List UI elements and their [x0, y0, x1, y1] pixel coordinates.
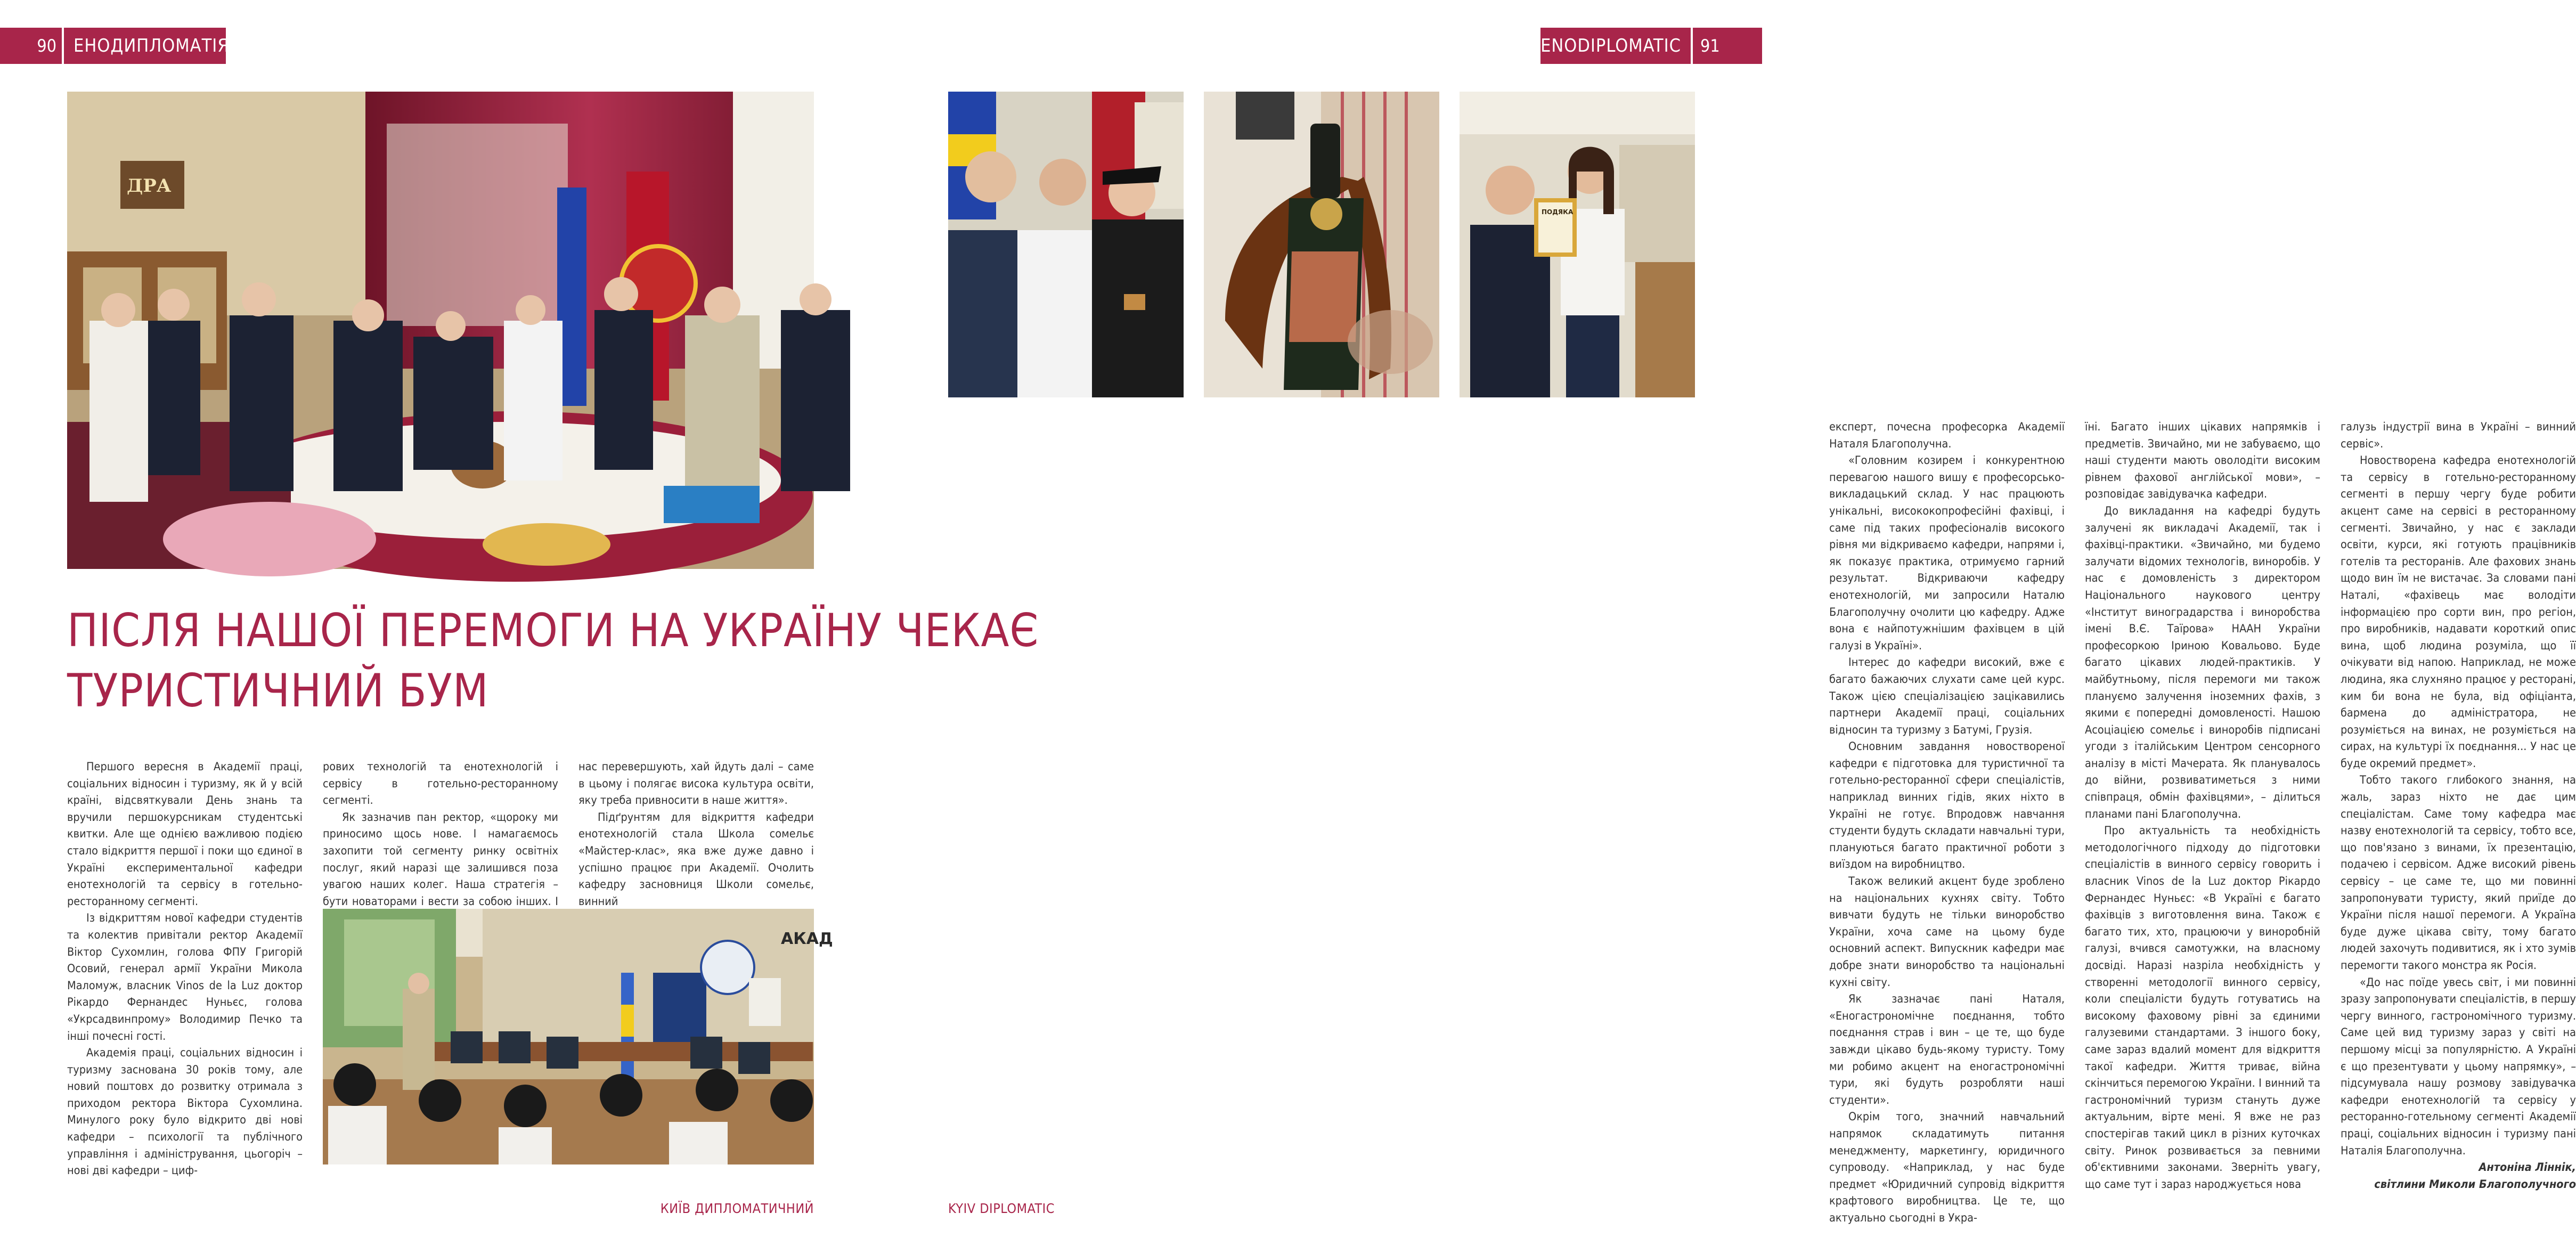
paragraph: Тобто такого глибокого знання, на жаль, зараз ніхто не дає цим спеціалістам. Саме тому кафедра має назву енотехнологій та сервісу, тобто все, що пов'язано з винами, їх презентацію, подачею і сервісом. Адже високий рівень сервісу – це саме те, що ми повинні запропонувати туристу, який приїде до України після нашої перемоги. А Україна буде дуже цікава світу, тому багато людей захочуть подивитися, як і хто зумів перемогти такого монстра як Росія.: [2341, 773, 2576, 972]
article-column-2: [323, 759, 558, 927]
paragraph: експерт, почесна професорка Академії Наталя Благополучна.: [1829, 420, 2065, 451]
hall-sign-text: АКАД: [781, 930, 833, 948]
section-title: ENODIPLOMATIC: [1540, 28, 1691, 64]
article-column-6: [2341, 419, 2576, 1193]
paragraph: галузь індустрії вина в Україні – винний сервіс».: [2341, 420, 2576, 451]
paragraph: нас перевершують, хай йдуть далі – саме в цьому і полягає висока культура освіти, яку треба привносити в наше життя».: [578, 760, 814, 808]
certificate-title: ПОДЯКА: [1542, 208, 1574, 216]
paragraph: Як зазначає пані Наталя, «Еногастрономічне поєднання, тобто поєднання страв і вин – це те, що буде завжди цікаво будь-якому туристу. Тому ми робимо акцент на еногастрономічні тури, які будуть розробляти наші студенти».: [1829, 992, 2065, 1107]
paragraph: Академія праці, соціальних відносин і туризму заснована 30 років тому, але новий поштовх до розвитку отримала з приходом ректора Віктора Сухомлина. Минулого року було відкрито дві нові кафедри – психології та публічного управління і адміністрування, цьогоріч – нові дві кафедри – циф-: [67, 1046, 303, 1178]
article-column-5: [2085, 419, 2320, 1193]
headline-line-2: ТУРИСТИЧНИЙ БУМ: [67, 664, 489, 718]
footer-magazine-name: КИЇВ ДИПЛОМАТИЧНИЙ: [660, 1201, 814, 1216]
paragraph: їні. Багато інших цікавих напрямків і предметів. Звичайно, ми не забуваємо, що наші студенти мають оволодіти високим рівнем фахової англійської мови», – розповідає завідувачка кафедри.: [2085, 420, 2320, 501]
page-number: 91: [1693, 28, 1762, 64]
paragraph: Першого вересня в Академії праці, соціальних відносин і туризму, як й у всій країні, відсвяткували День знань та вручили першокурсникам студентські квитки. Але ще однією важливою подією стало відкриття першої і поки що єдиної в Україні експериментальної кафедри енотехнологій та сервісу в готельно-ресторанному сегменті.: [67, 760, 303, 908]
paragraph: «Головним козирем і конкурентною перевагою нашого вишу є професорсько-викладацький склад. У нас працюють унікальні, висококопрофесійні фахівці, і саме під таких професіоналів високого рівня ми відкриваємо кафедри, напрями і, як показує практика, отримуємо гарний результат. Відкриваючи кафедру енотехнологій, ми запросили Наталю Благополучну очолити цю кафедру. Адже вона є найпотужнішим фахівцем в цій галузі в Україні».: [1829, 454, 2065, 653]
page-header-left: [0, 28, 230, 64]
page-number: 90: [0, 28, 62, 64]
footer-magazine-name: KYIV DIPLOMATIC: [948, 1201, 1055, 1216]
article-headline: [67, 601, 1039, 721]
paragraph: рових технологій та енотехнологій і сервісу в готельно-ресторанному сегменті.: [323, 760, 558, 808]
photo-lecture-hall: [323, 909, 833, 1164]
author-name: Антоніна Ліннік,: [2479, 1161, 2576, 1175]
paragraph: До викладання на кафедрі будуть залучені як викладачі Академії, так і фахівці-практики. «Звичайно, ми будемо залучати відомих технологів, виноробів. У нас є домовленість з директором Національного наукового центру «Інститут виноградарства і виноробства імені В.Є. Таїрова» НААН України професоркою Іриною Ковальово. Буде багато цікавих людей-практиків. У майбутньому, після перемоги ми також плануємо залучення іноземних фахів, з якими є попередні домовленості. Нашою Асоціацією сомельє і виноробів підписані угоди з італійським Центром сенсорного аналізу в місті Мачерата. Як планувалось до війни, розвиватиметься з ними співпраця, обмін фахівцями», – ділиться планами пані Благополучна.: [2085, 504, 2320, 821]
paragraph: Підґрунтям для відкриття кафедри енотехнологій стала Школа сомельє «Майстер-клас», яка вже дуже давно і успішно працює при Академії. Очолить кафедру засновниця Школи сомельє, винний: [578, 810, 814, 908]
wall-sign-text: ДРА: [127, 175, 172, 197]
page-header-right: [1540, 28, 1762, 64]
paragraph: Як зазначив пан ректор, «щороку ми приносимо щось нове. І намагаємось захопити той сегменту ринку освітніх послуг, який наразі ще залишився поза увагою наших колег. Наша стратегія – бути новаторами і вести за собою інших. І: [323, 810, 558, 908]
paragraph: Також великий акцент буде зроблено на національних кухнях світу. Тобто вивчати будуть не тільки виноробство України, хоча саме на цьому буде основний аспект. Випускник кафедри має добре знати виноробство та національні кухні світу.: [1829, 875, 2065, 989]
paragraph: Інтерес до кафедри високий, вже є багато бажаючих слухати саме цей курс. Також цією спеціалізацією зацікавились партнери Академії праці, соціальних відносин та туризму з Батумі, Грузія.: [1829, 656, 2065, 737]
photo-group-portrait: [948, 92, 1184, 397]
paragraph: Із відкриттям нової кафедри студентів та колектив привітали ректор Академії Віктор Сухомлин, голова ФПУ Григорій Осовий, генерал армії України Микола Маломуж, власник Vinos de la Luz доктор Рікардо Фернандес Нуньєс, голова «Укрсадвинпрому» Володимир Печко та інші почесні гості.: [67, 911, 303, 1043]
article-column-3: [578, 759, 814, 910]
headline-line-1: ПІСЛЯ НАШОЇ ПЕРЕМОГИ НА УКРАЇНУ ЧЕКАЄ: [67, 604, 1039, 657]
article-column-4: [1829, 419, 2065, 1227]
section-title: ЕНОДИПЛОМАТІЯ: [64, 28, 226, 64]
paragraph: Основним завдання новоствореної кафедри є підготовка для туристичної та готельно-ресторанної сфери спеціалістів, наприклад винних гідів, яких ніхто в Україні не готує. Впродовж навчання студенти будуть складати навчальні тури, плануються багато практичної роботи з виїздом на виробництво.: [1829, 740, 2065, 872]
photo-credit: світлини Миколи Благополучного: [2374, 1177, 2576, 1191]
paragraph: Новостворена кафедра енотехнологій та сервісу в готельно-ресторанному сегменті в першу чергу буде робити акцент саме на сервісі в ресторанному сегменті. Звичайно, у нас є заклади освіти, курси, які готують працівників готелів та ресторанів. Але фахових знань щодо вин їм не вистачає. За словами пані Наталі, «фахівець має володіти інформацією про сорти вин, про регіон, про виробників, надавати короткий опис вина, щоб людина розуміла, що її очікувати від напою. Наприклад, не може людина, яка слухняно працює у ресторані, ким би вона не була, від офіціанта, бармена до адміністратора, не розуміється на винах, не розуміється на сирах, на культурі їх поєднання... У нас це буде окремий предмет».: [2341, 454, 2576, 770]
author-signature: [2341, 1159, 2576, 1193]
paragraph: Окрім того, значний навчальний напрямок складатимуть питання менеджменту, маркетингу, юридичного супроводу. «Наприклад, у нас буде предмет «Юридичний супровід відкриття крафтового виробництва. Це те, що актуально сьогодні в Укра-: [1829, 1110, 2065, 1225]
paragraph: «До нас поїде увесь світ, і ми повинні зразу запропонувати спеціалістів, в першу чергу винного, гастрономічного туризму. Саме цей вид туризму зараз у світі на першому місці за популярністю. А Україні є що презентувати у цьому напрямку», – підсумувала нашу розмову завідувачка кафедри енотехнологій та сервісу у ресторанно-готельному сегменті Академії праці, соціальних відносин і туризму пані Наталія Благополучна.: [2341, 975, 2576, 1158]
paragraph: Про актуальність та необхідність методологічного підходу до підготовки спеціалістів в винного сервісу говорить і власник Vinos de la Luz доктор Рікардо Фернандес Нуньєс: «В Україні є багато фахівців з виготовлення вина. Також є багато тих, хто, працюючи у виноробній галузі, вчився самотужки, на власному досвіді. Наразі назріла необхідність у створенні методології винного сервісу, коли спеціалісти будуть готуватись на високому фаховому рівні за єдиними галузевими стандартами. З іншого боку, саме зараз вдалий момент для відкриття такої кафедри. Життя триває, війна скінчиться перемогою України. І винний та гастрономічний туризм стануть дуже актуальним, вірте мені. Я вже не раз спостерігав такий цикл в різних куточках світу. Ринок розвивається за певними об'єктивними законами. Зверніть увагу, що саме тут і зараз народжується нова: [2085, 824, 2320, 1191]
main-photo-banquet: [67, 92, 814, 569]
photo-wine-bottle: [1204, 92, 1439, 397]
right-page: [881, 0, 2576, 1246]
article-column-1: [67, 759, 303, 1179]
photo-certificate-presentation: [1460, 92, 1695, 397]
